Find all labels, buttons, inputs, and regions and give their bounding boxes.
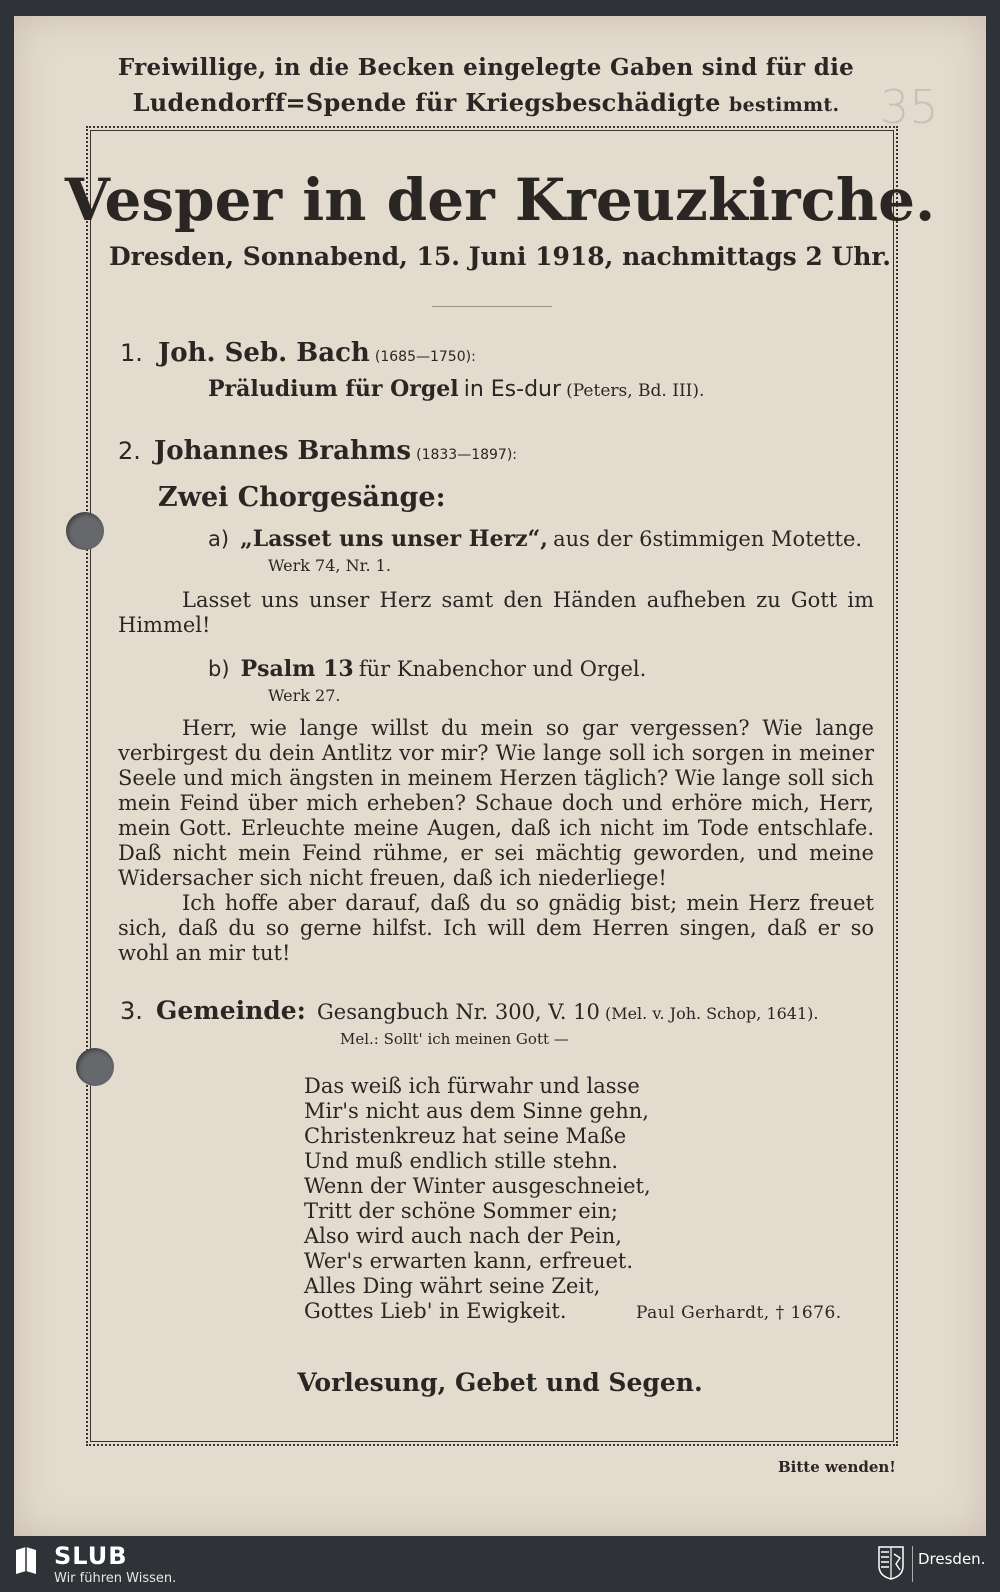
part-a-desc: aus der 6stimmigen Motette. xyxy=(553,527,863,551)
verse-line: Mir's nicht aus dem Sinne gehn, xyxy=(304,1099,649,1123)
verse-line: Alles Ding währt seine Zeit, xyxy=(304,1274,601,1298)
verse-line: Christenkreuz hat seine Maße xyxy=(304,1124,627,1148)
verse-line: Also wird auch nach der Pein, xyxy=(304,1224,622,1248)
page-title: Vesper in der Kreuzkirche. xyxy=(64,166,936,234)
part-b-heading xyxy=(208,656,646,682)
verse-line: Wenn der Winter ausgeschneiet, xyxy=(304,1174,651,1198)
part-b-opus: Werk 27. xyxy=(268,686,341,705)
item-1-number: 1. xyxy=(120,339,143,367)
item-3-heading xyxy=(120,996,819,1025)
part-a-heading xyxy=(208,526,862,552)
punch-hole xyxy=(66,512,104,550)
slub-tagline: Wir führen Wissen. xyxy=(54,1571,177,1586)
part-b-text: Herr, wie lange willst du mein so gar vergessen? Wie lange verbirgest du dein Antlitz vor mir? Wie lange soll ich sorgen in meiner Seele und mich ängsten in meinem Herzen täglich? Wie lange soll sich mein Feind über mich erheben? Schaue doch und erhöre mich, Herr, mein Gott. Erleuchte meine Augen, daß ich nicht im Tode entschlafe. Daß nicht mein Feind rühme, er sei mächtig geworden, und meine Widersacher sich nicht freuen, daß ich niederliege! xyxy=(118,716,874,890)
item-1-heading xyxy=(120,338,476,368)
coat-of-arms-icon xyxy=(878,1546,904,1580)
part-a-text: Lasset uns unser Herz samt den Händen aufheben zu Gott im Himmel! xyxy=(118,588,874,637)
hymn-verse xyxy=(304,1074,651,1324)
item-2-dates: (1833—1897): xyxy=(416,447,518,463)
item-1-dates: (1685—1750): xyxy=(374,349,476,365)
turn-page-note: Bitte wenden! xyxy=(778,1458,896,1476)
part-a-label: a) xyxy=(208,527,230,551)
item-1-work-key: in Es-dur xyxy=(463,377,562,402)
donation-note-end: bestimmt. xyxy=(729,94,840,116)
verse-line: Wer's erwarten kann, erfreuet. xyxy=(304,1249,634,1273)
item-3-label: Gemeinde: xyxy=(156,996,306,1025)
footer-bar xyxy=(0,1536,1000,1592)
verse-line: Und muß endlich stille stehn. xyxy=(304,1149,619,1173)
item-2-heading xyxy=(118,436,517,466)
punch-hole xyxy=(76,1048,114,1086)
item-2-composer: Johannes Brahms xyxy=(154,436,412,466)
donation-note-fund: Ludendorff=Spende für Kriegsbeschädigte xyxy=(132,88,721,117)
verse-line: Das weiß ich fürwahr und lasse xyxy=(304,1074,640,1098)
closing-line: Vorlesung, Gebet und Segen. xyxy=(297,1368,703,1397)
divider xyxy=(432,306,552,307)
book-icon xyxy=(14,1546,38,1576)
part-b-title: Psalm 13 xyxy=(240,656,354,682)
dresden-logo[interactable]: Dresden. xyxy=(918,1550,986,1568)
part-a-opus: Werk 74, Nr. 1. xyxy=(268,556,391,575)
part-b-text2: Ich hoffe aber darauf, daß du so gnädig bist; mein Herz freuet sich, daß du so gerne hilfst. Ich will dem Herren singen, daß er so wohl an mir tut! xyxy=(118,891,874,965)
verse-line: Gottes Lieb' in Ewigkeit. xyxy=(304,1299,567,1323)
item-2-number: 2. xyxy=(118,437,141,465)
donation-note-line1: Freiwillige, in die Becken eingelegte Gaben sind für die xyxy=(117,54,855,81)
item-3-number: 3. xyxy=(120,997,143,1025)
item-1-work-source: (Peters, Bd. III). xyxy=(566,381,705,401)
hymn-author: Paul Gerhardt, † 1676. xyxy=(636,1303,842,1323)
part-a-title: „Lasset uns unser Herz“, xyxy=(240,526,548,552)
item-3-melody-source: (Mel. v. Joh. Schop, 1641). xyxy=(604,1004,819,1023)
item-1-work-title: Präludium für Orgel xyxy=(208,376,459,402)
item-3-melody: Mel.: Sollt' ich meinen Gott — xyxy=(340,1030,569,1048)
item-3-hymn: Gesangbuch Nr. 300, V. 10 xyxy=(317,1000,600,1024)
footer-divider xyxy=(912,1546,913,1582)
item-1-composer: Joh. Seb. Bach xyxy=(158,338,370,368)
item-2-section-title: Zwei Chorgesänge: xyxy=(158,482,446,513)
donation-note-line2 xyxy=(0,88,972,117)
archive-number: 35 xyxy=(880,80,939,134)
item-1-work xyxy=(208,376,704,402)
verse-line: Tritt der schöne Sommer ein; xyxy=(304,1199,618,1223)
page-subtitle: Dresden, Sonnabend, 15. Juni 1918, nachmittags 2 Uhr. xyxy=(108,242,892,271)
part-b-desc: für Knabenchor und Orgel. xyxy=(358,657,647,681)
part-b-label: b) xyxy=(208,657,230,681)
slub-brand[interactable]: SLUB xyxy=(54,1542,128,1570)
